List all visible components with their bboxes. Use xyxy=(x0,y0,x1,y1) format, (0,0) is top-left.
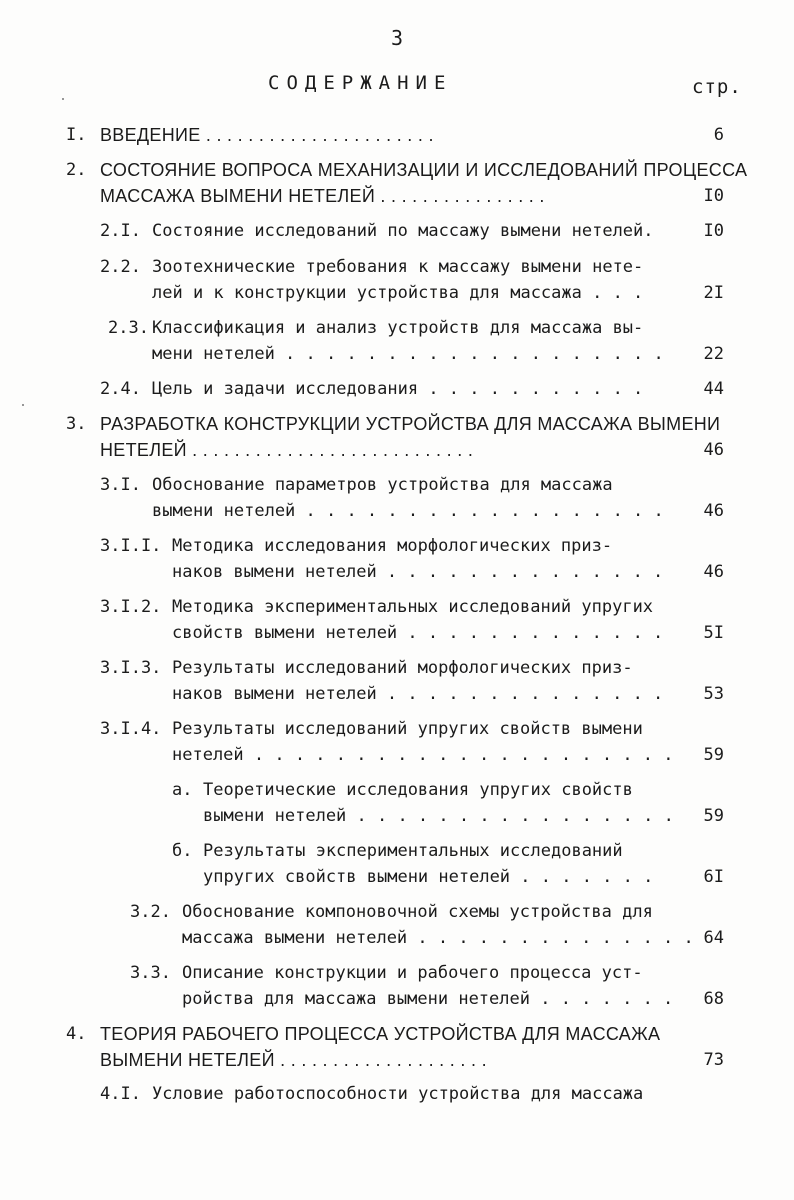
entry-title-line: Теоретические исследования упругих свойств xyxy=(203,780,633,800)
entry-title-line: Результаты исследований упругих свойств вымени xyxy=(172,719,643,739)
entry-number: 2.3. xyxy=(108,318,149,338)
entry-number: 2.2. xyxy=(100,257,141,277)
entry-page-number: 44 xyxy=(703,379,724,399)
entry-title-line: мени нетелей . . . . . . . . . . . . . . . . . . . xyxy=(152,344,664,364)
entry-title-line: Результаты исследований морфологических приз- xyxy=(172,658,633,678)
entry-title-line: ВЫМЕНИ НЕТЕЛЕЙ . . . . . . . . . . . . . . . . . . . . xyxy=(100,1050,487,1070)
entry-page-number: 6 xyxy=(713,125,724,145)
entry-page-number: 73 xyxy=(703,1050,724,1070)
entry-number: 3.I.2. xyxy=(100,597,162,617)
entry-title-line: Условие работоспособности устройства для массажа xyxy=(152,1084,644,1104)
entry-page-number: 46 xyxy=(703,562,724,582)
entry-title-line: нетелей . . . . . . . . . . . . . . . . . . . . . xyxy=(172,745,674,765)
entry-number: б. xyxy=(172,841,193,861)
entry-title-line: вымени нетелей . . . . . . . . . . . . . . . . xyxy=(203,806,674,826)
entry-page-number: 59 xyxy=(703,745,724,765)
entry-title-line: ройства для массажа вымени нетелей . . . . . . . xyxy=(182,989,674,1009)
scan-speck xyxy=(22,404,24,406)
entry-title-line: Состояние исследований по массажу вымени нетелей. xyxy=(152,221,654,241)
entry-number: 2.I. xyxy=(100,221,141,241)
entry-page-number: 68 xyxy=(703,989,724,1009)
entry-title-line: РАЗРАБОТКА КОНСТРУКЦИИ УСТРОЙСТВА ДЛЯ МАССАЖА ВЫМЕНИ xyxy=(100,414,721,434)
entry-number: а. xyxy=(172,780,193,800)
entry-page-number: 46 xyxy=(703,440,724,460)
page-number: 3 xyxy=(390,26,404,50)
entry-number: 3.I.3. xyxy=(100,658,162,678)
entry-page-number: 46 xyxy=(703,501,724,521)
entry-title-line: СОСТОЯНИЕ ВОПРОСА МЕХАНИЗАЦИИ И ИССЛЕДОВАНИЙ ПРОЦЕССА xyxy=(100,160,748,180)
entry-number: 2. xyxy=(66,160,87,180)
entry-page-number: 5I xyxy=(703,623,724,643)
entry-number: 3.I.4. xyxy=(100,719,162,739)
entry-number: 2.4. xyxy=(100,379,141,399)
entry-title-line: свойств вымени нетелей . . . . . . . . . . . . . xyxy=(172,623,664,643)
entry-page-number: I0 xyxy=(703,221,724,241)
entry-title-line: Методика исследования морфологических приз- xyxy=(172,536,613,556)
page-column-label: стр. xyxy=(692,76,742,98)
entry-number: 4.I. xyxy=(100,1084,141,1104)
entry-number: 3. xyxy=(66,414,87,434)
entry-title-line: Методика экспериментальных исследований упругих xyxy=(172,597,654,617)
page-title: СОДЕРЖАНИЕ xyxy=(268,72,453,94)
entry-title-line: НЕТЕЛЕЙ . . . . . . . . . . . . . . . . . . . . . . . . . . . xyxy=(100,440,474,460)
scan-speck xyxy=(62,98,64,100)
entry-title-line: Классификация и анализ устройств для массажа вы- xyxy=(152,318,644,338)
entry-page-number: 22 xyxy=(703,344,724,364)
entry-title-line: ВВЕДЕНИЕ . . . . . . . . . . . . . . . . . . . . . . xyxy=(100,125,434,145)
entry-page-number: I0 xyxy=(703,186,724,206)
entry-page-number: 53 xyxy=(703,684,724,704)
entry-title-line: лей и к конструкции устройства для массажа . . . xyxy=(152,283,644,303)
entry-page-number: 6I xyxy=(703,867,724,887)
entry-title-line: вымени нетелей . . . . . . . . . . . . . . . . . . xyxy=(152,501,664,521)
entry-number: 4. xyxy=(66,1024,87,1044)
entry-title-line: Цель и задачи исследования . . . . . . . . . . . xyxy=(152,379,644,399)
entry-number: 3.2. xyxy=(130,902,171,922)
entry-title-line: Зоотехнические требования к массажу вымени нете- xyxy=(152,257,644,277)
entry-title-line: Описание конструкции и рабочего процесса уст- xyxy=(182,963,643,983)
entry-title-line: ТЕОРИЯ РАБОЧЕГО ПРОЦЕССА УСТРОЙСТВА ДЛЯ МАССАЖА xyxy=(100,1024,661,1044)
entry-number: I. xyxy=(66,125,87,145)
entry-title-line: Обоснование параметров устройства для массажа xyxy=(152,475,613,495)
entry-page-number: 2I xyxy=(703,283,724,303)
entry-page-number: 64 xyxy=(703,928,724,948)
entry-number: 3.I. xyxy=(100,475,141,495)
entry-title-line: наков вымени нетелей . . . . . . . . . . . . . . xyxy=(172,684,664,704)
entry-page-number: 59 xyxy=(703,806,724,826)
entry-title-line: упругих свойств вымени нетелей . . . . . . . xyxy=(203,867,654,887)
entry-title-line: массажа вымени нетелей . . . . . . . . . . . . . . xyxy=(182,928,694,948)
entry-title-line: МАССАЖА ВЫМЕНИ НЕТЕЛЕЙ . . . . . . . . . . . . . . . . xyxy=(100,186,545,206)
entry-title-line: Обоснование компоновочной схемы устройства для xyxy=(182,902,653,922)
entry-number: 3.I.I. xyxy=(100,536,162,556)
entry-title-line: наков вымени нетелей . . . . . . . . . . . . . . xyxy=(172,562,664,582)
entry-title-line: Результаты экспериментальных исследований xyxy=(203,841,623,861)
entry-number: 3.3. xyxy=(130,963,171,983)
